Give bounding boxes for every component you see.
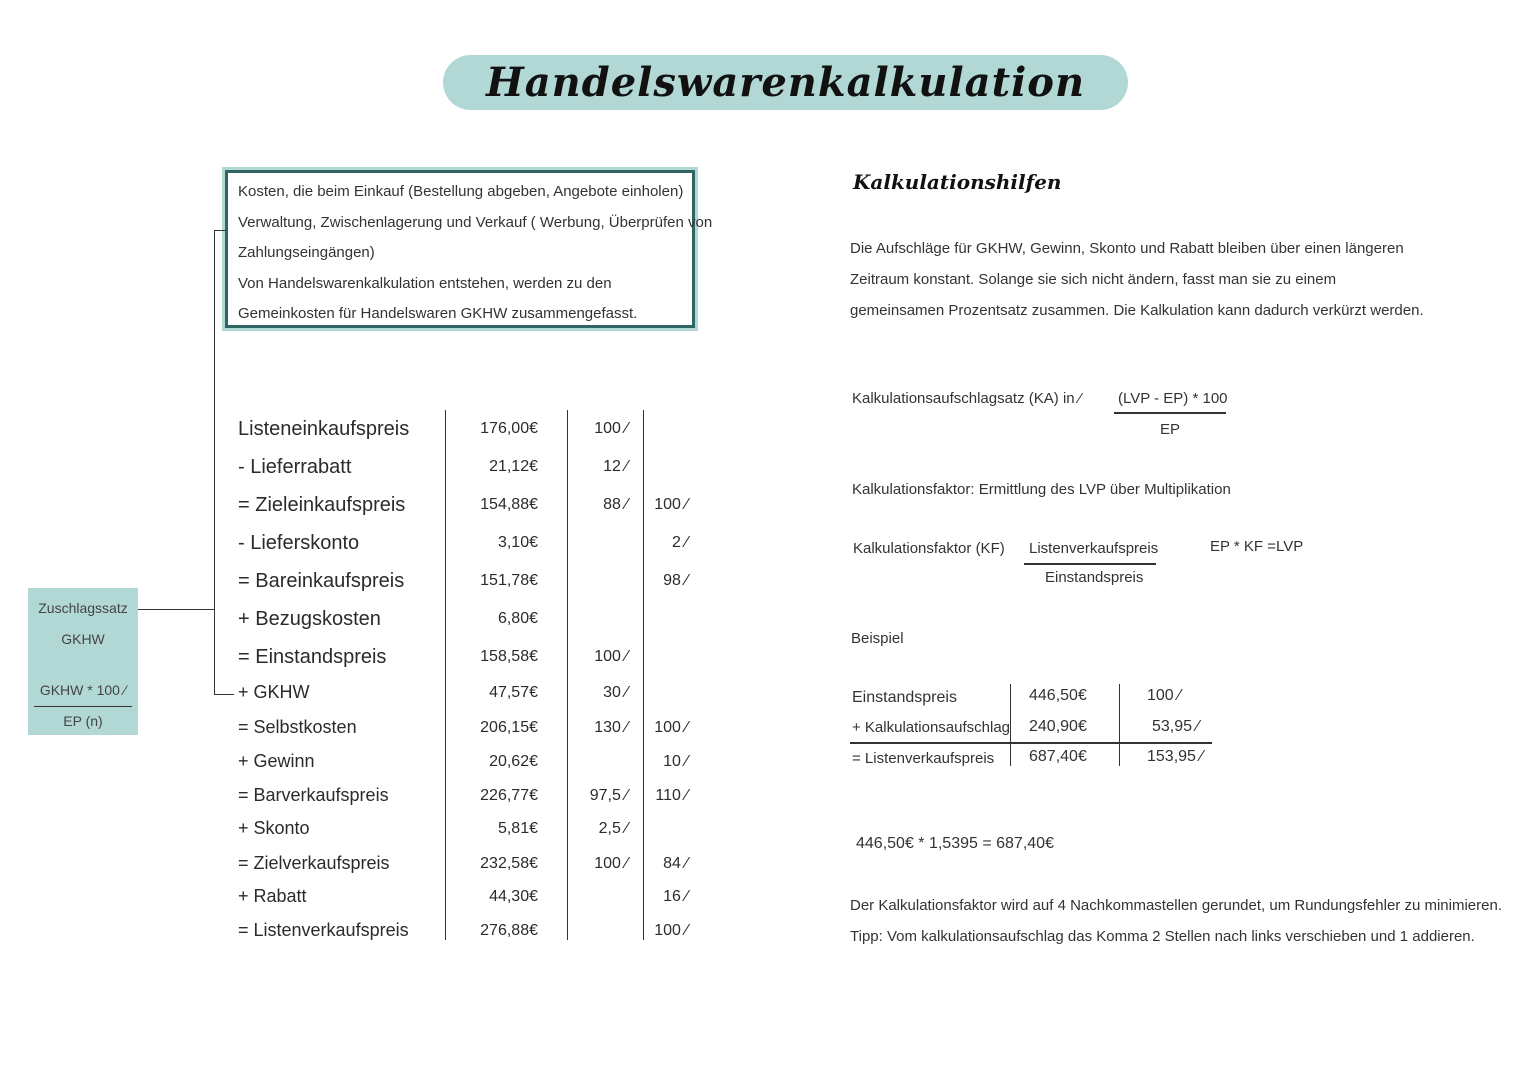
row-percent-2: 16 ⁄ [663,888,688,905]
row-label: + Skonto [238,818,310,838]
row-amount: 5,81€ [497,820,538,837]
table-row [238,717,708,751]
row-label: = Zieleinkaufspreis [238,494,406,516]
table-row [238,532,708,566]
beispiel-amount-3: 687,40€ [1029,748,1087,765]
beispiel-label-2: + Kalkulationsaufschlag [852,719,1011,736]
row-percent-2: 100 ⁄ [654,719,688,736]
row-amount: 6,80€ [497,610,538,627]
zuschlag-line2: GKHW [61,631,105,647]
intro-line: Die Aufschläge für GKHW, Gewinn, Skonto und Rabatt bleiben über einen längeren [850,240,1404,257]
title-banner [443,55,1128,110]
note-line: Der Kalkulationsfaktor wird auf 4 Nachkommastellen gerundet, um Rundungsfehler zu minimieren. [850,897,1502,914]
row-label: + Bezugskosten [238,608,381,630]
zuschlag-line1: Zuschlagssatz [38,600,128,616]
row-amount: 158,58€ [480,648,538,665]
example-calculation: 446,50€ * 1,5395 = 687,40€ [856,835,1054,852]
ka-label: Kalkulationsaufschlagsatz (KA) in ⁄ [852,390,1082,407]
row-amount: 176,00€ [480,420,538,437]
kf-fraction-rule [1024,563,1156,565]
ka-numerator: (LVP - EP) * 100 [1118,390,1228,407]
kf-label: Kalkulationsfaktor (KF) [853,540,1005,557]
table-row [238,920,708,954]
table-row [238,751,708,785]
table-row [238,818,708,852]
row-label: Listeneinkaufspreis [238,418,410,440]
note-line: Tipp: Vom kalkulationsaufschlag das Komma 2 Stellen nach links verschieben und 1 addieren. [850,928,1475,945]
table-row [238,646,708,680]
row-amount: 154,88€ [480,496,538,513]
ka-fraction-rule [1114,412,1226,414]
beispiel-amount-2: 240,90€ [1029,718,1087,735]
row-percent-2: 100 ⁄ [654,496,688,513]
row-label: = Selbstkosten [238,717,357,737]
row-label: + Gewinn [238,751,315,771]
row-percent-2: 100 ⁄ [654,922,688,939]
fraction-rule [34,706,132,707]
row-amount: 206,15€ [480,719,538,736]
definition-line: Kosten, die beim Einkauf (Bestellung abgeben, Angebote einholen) [238,183,684,200]
beispiel-percent-2: 53,95 ⁄ [1152,718,1200,735]
page-title: Handelswarenkalkulation [485,59,1086,106]
connector-vertical [214,230,215,695]
definition-line: Zahlungseingängen) [238,244,375,261]
row-label: = Barverkaufspreis [238,785,389,805]
zuschlag-denominator: EP (n) [63,713,103,729]
kalkulationshilfen-heading: Kalkulationshilfen [853,170,1062,194]
table-row [238,494,708,528]
kf-numerator: Listenverkaufspreis [1029,540,1159,557]
intro-line: Zeitraum konstant. Solange sie sich nicht ändern, fasst man sie zu einem [850,271,1337,288]
table-row [238,785,708,819]
row-label: = Zielverkaufspreis [238,853,390,873]
table-row [238,608,708,642]
beispiel-amount-1: 446,50€ [1029,687,1087,704]
row-percent-1: 100 ⁄ [594,855,628,872]
row-percent-2: 84 ⁄ [663,855,688,872]
row-label: + Rabatt [238,886,307,906]
row-label: = Listenverkaufspreis [238,920,409,940]
beispiel-label: Beispiel [851,630,904,647]
row-amount: 151,78€ [480,572,538,589]
zuschlagssatz-box [28,588,138,735]
row-percent-2: 10 ⁄ [663,753,688,770]
definition-line: Gemeinkosten für Handelswaren GKHW zusammengefasst. [238,305,638,322]
row-percent-1: 97,5 ⁄ [589,787,628,804]
row-percent-2: 2 ⁄ [671,534,688,551]
row-amount: 47,57€ [489,684,538,701]
table-row [238,456,708,490]
row-percent-1: 88 ⁄ [603,496,628,513]
row-label: - Lieferrabatt [238,456,352,478]
definition-line: Von Handelswarenkalkulation entstehen, werden zu den [238,274,612,292]
table-row [238,682,708,716]
row-percent-2: 98 ⁄ [663,572,688,589]
table-row [238,570,708,604]
row-label: - Lieferskonto [238,532,360,554]
beispiel-percent-1: 100 ⁄ [1147,687,1181,704]
table-row [238,418,708,452]
beispiel-divider [1119,684,1120,766]
intro-line: gemeinsamen Prozentsatz zusammen. Die Kalkulation kann dadurch verkürzt werden. [850,302,1424,319]
definition-line: Verwaltung, Zwischenlagerung und Verkauf ( Werbung, Überprüfen von [238,213,713,231]
row-amount: 226,77€ [480,787,538,804]
beispiel-label-1: Einstandspreis [852,689,957,706]
row-percent-2: 110 ⁄ [655,787,688,804]
row-amount: 276,88€ [480,922,538,939]
kf-formula: EP * KF =LVP [1210,538,1304,555]
kf-description: Kalkulationsfaktor: Ermittlung des LVP über Multiplikation [852,481,1231,498]
row-amount: 232,58€ [480,855,538,872]
kf-denominator: Einstandspreis [1045,569,1144,586]
definition-box [225,170,713,328]
beispiel-divider [1010,684,1011,766]
row-amount: 44,30€ [489,888,538,905]
row-amount: 3,10€ [497,534,538,551]
zuschlag-numerator: GKHW * 100 ⁄ [39,682,127,698]
beispiel-percent-3: 153,95 ⁄ [1147,748,1204,765]
connector-zuschlag [138,609,215,610]
row-percent-1: 30 ⁄ [603,684,628,701]
row-percent-1: 12 ⁄ [603,458,628,475]
row-amount: 20,62€ [489,753,538,770]
row-percent-1: 100 ⁄ [594,420,628,437]
row-label: = Bareinkaufspreis [238,570,405,592]
connector-gkhw [214,694,234,695]
connector-top [214,230,226,231]
row-percent-1: 2,5 ⁄ [598,820,628,837]
beispiel-rule [850,742,1212,744]
row-amount: 21,12€ [489,458,538,475]
row-percent-1: 100 ⁄ [594,648,628,665]
ka-denominator: EP [1160,421,1181,438]
row-percent-1: 130 ⁄ [594,719,628,736]
row-label: = Einstandspreis [238,646,387,668]
table-row [238,853,708,887]
beispiel-label-3: = Listenverkaufspreis [852,750,995,767]
table-row [238,886,708,920]
row-label: + GKHW [238,682,310,702]
